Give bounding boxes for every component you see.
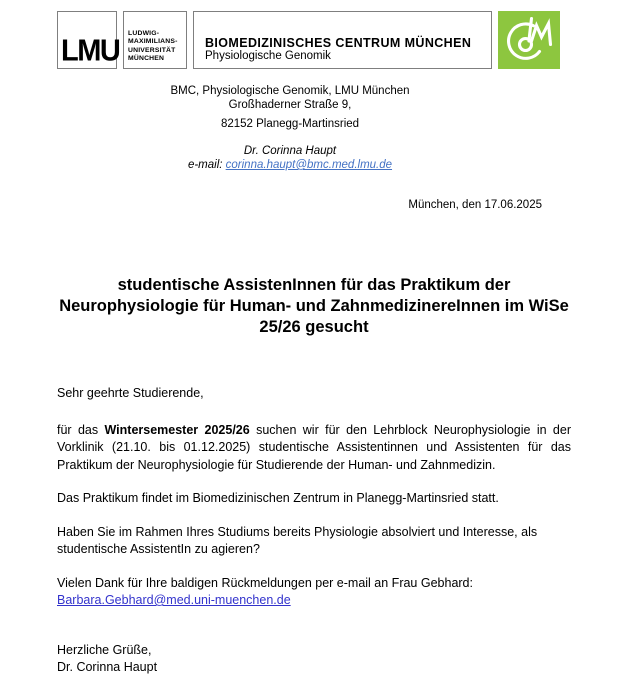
university-name-line: LUDWIG- [128,29,160,37]
paragraph-semester-rest: suchen wir für den Lehrblock Neurophysiologie in der Vorklinik (21.10. bis 01.12.2025) studentische Assistentinnen und Assistenten für das Praktikum der Neurophysiologie für Studierende der Human- und Zahnmedizin. [57,422,571,472]
sender-email-link[interactable]: corinna.haupt@bmc.med.lmu.de [225,159,393,171]
paragraph-semester [57,422,571,475]
bmc-logo-icon [498,11,560,69]
contact-email-line [57,592,571,610]
subject-heading: studentische AssistenInnen für das Praktikum der Neurophysiologie für Human- und ZahnmedizinereInnen im WiSe 25/26 gesucht [59,276,569,336]
sender-city: 82152 Planegg-Martinsried [220,118,360,130]
lmu-logo [57,11,120,69]
paragraph-question: Haben Sie im Rahmen Ihres Studiums bereits Physiologie absolviert und Interesse, als studentische AssistentIn zu agieren? [57,524,538,556]
sender-address [57,84,523,172]
sender-email-line [57,158,523,172]
letter-body [57,385,571,677]
salutation: Sehr geehrte Studierende, [57,386,204,400]
university-name-line: UNIVERSITÄT [128,46,176,54]
university-name-line: MÜNCHEN [128,55,165,63]
bmc-department-subtitle: Physiologische Genomik [205,50,331,62]
sender-street: Großhaderner Straße 9, [228,99,352,111]
paragraph-semester-prefix: für das [57,422,105,437]
lmu-university-name-box [123,11,187,69]
closing: Herzliche Grüße, [57,642,152,657]
email-label: e-mail: [187,159,226,171]
dateline: München, den 17.06.2025 [408,199,542,211]
sender-contact-name: Dr. Corinna Haupt [243,145,337,157]
lmu-logo-text: LMU [61,34,120,69]
university-name-line: MAXIMILIANS- [128,38,178,46]
signature: Dr. Corinna Haupt [57,660,158,674]
letterhead [57,11,571,69]
paragraph-location: Das Praktikum findet im Biomedizinischen Zentrum in Planegg-Martinsried statt. [57,491,499,505]
paragraph-thanks: Vielen Dank für Ihre baldigen Rückmeldungen per e-mail an Frau Gebhard: [57,575,473,590]
bmc-center-title: BIOMEDIZINISCHES CENTRUM MÜNCHEN [205,36,472,50]
sender-institute: BMC, Physiologische Genomik, LMU München [170,85,410,97]
contact-email-link[interactable]: Barbara.Gebhard@med.uni-muenchen.de [57,593,291,607]
bmc-title-box [193,11,492,69]
paragraph-semester-bold: Wintersemester 2025/26 [104,422,250,437]
